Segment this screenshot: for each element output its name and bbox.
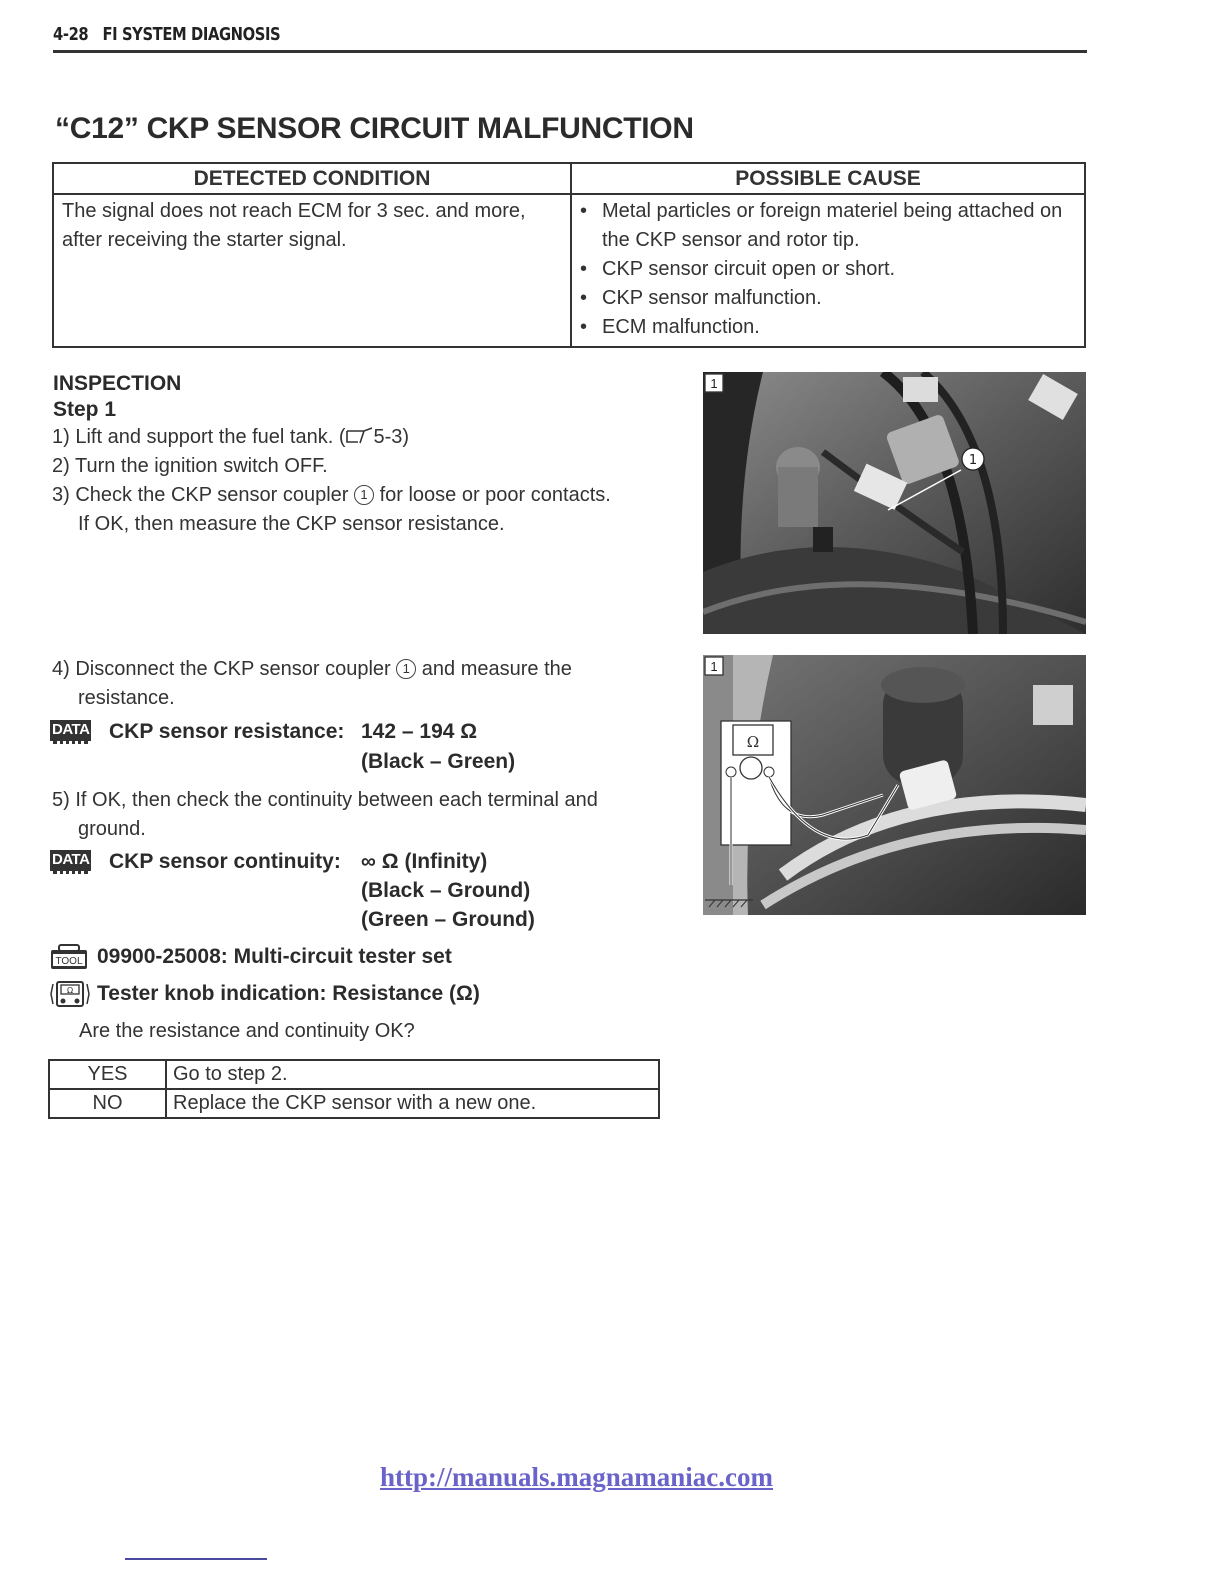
- tester-photo: [703, 655, 1086, 915]
- step-3-text: for loose or poor contacts.: [374, 484, 611, 506]
- step-4: [52, 655, 667, 713]
- step-list: [52, 423, 672, 539]
- spec-resistance-value: 142 – 194 Ω: [361, 720, 478, 743]
- answer-key: YES: [49, 1060, 166, 1089]
- answer-value: Go to step 2.: [166, 1060, 659, 1089]
- step-1-ref: 5-3): [373, 426, 410, 448]
- step-3-text: 3) Check the CKP sensor coupler: [52, 484, 355, 506]
- header-rule: [53, 50, 1087, 53]
- table-header-cause: POSSIBLE CAUSE: [571, 163, 1085, 194]
- cause-item: • CKP sensor malfunction.: [580, 284, 1076, 313]
- data-icon: DATA: [50, 720, 91, 744]
- data-badge: [50, 850, 91, 874]
- page-title: “C12” CKP SENSOR CIRCUIT MALFUNCTION: [55, 112, 694, 145]
- step-2: 2) Turn the ignition switch OFF.: [52, 455, 328, 477]
- spec-resistance-wires: (Black – Green): [361, 750, 516, 773]
- detected-condition-line: after receiving the starter signal.: [62, 229, 347, 251]
- step-3: [52, 481, 672, 510]
- tester-knob-line: Tester knob indication: Resistance (Ω): [97, 982, 480, 1005]
- table-row: [49, 1089, 659, 1118]
- possible-cause-cell: [571, 194, 1085, 347]
- footer-rule: [125, 1558, 267, 1560]
- tool-icon: [50, 944, 88, 970]
- tester-knob-icon: [50, 980, 90, 1008]
- step-4-continuation: resistance.: [78, 687, 175, 709]
- coupler-callout: 1: [396, 659, 416, 679]
- cause-item: • Metal particles or foreign materiel being attached on the CKP sensor and rotor tip.: [580, 197, 1076, 255]
- table-row: [49, 1060, 659, 1089]
- footer-link[interactable]: http://manuals.magnamaniac.com: [380, 1462, 774, 1492]
- step-5: [52, 786, 667, 844]
- data-icon: DATA: [50, 850, 91, 874]
- detected-condition-line: The signal does not reach ECM for 3 sec. and more,: [62, 200, 526, 222]
- condition-table: [52, 162, 1086, 348]
- manual-reference-icon: [346, 427, 374, 445]
- step-1-text: 1) Lift and support the fuel tank. (: [52, 426, 346, 448]
- table-header-detected: DETECTED CONDITION: [53, 163, 571, 194]
- cause-list: [580, 197, 1076, 342]
- coupler-photo: [703, 372, 1086, 634]
- page-header: 4-28 FI SYSTEM DIAGNOSIS: [53, 24, 281, 45]
- step-3-continuation: If OK, then measure the CKP sensor resistance.: [78, 513, 505, 535]
- step-5-text: 5) If OK, then check the continuity between each terminal and: [52, 789, 598, 811]
- inspection-heading: INSPECTION: [53, 372, 182, 395]
- question: Are the resistance and continuity OK?: [79, 1020, 415, 1042]
- step-4-text: 4) Disconnect the CKP sensor coupler: [52, 658, 397, 680]
- step-5-continuation: ground.: [78, 818, 146, 840]
- spec-continuity-wires: (Black – Ground): [361, 879, 531, 902]
- answer-table: [48, 1059, 660, 1119]
- answer-key: NO: [49, 1089, 166, 1118]
- step-4-text: and measure the: [416, 658, 572, 680]
- step-1: [52, 423, 672, 452]
- data-badge: [50, 720, 91, 744]
- coupler-callout: 1: [354, 485, 374, 505]
- svg-text:Ω: Ω: [66, 986, 74, 995]
- spec-continuity-label: CKP sensor continuity:: [109, 850, 341, 873]
- spec-continuity-wires: (Green – Ground): [361, 908, 535, 931]
- tool-line: 09900-25008: Multi-circuit tester set: [97, 945, 452, 968]
- cause-item: • ECM malfunction.: [580, 313, 1076, 342]
- tool-icon-label: TOOL: [55, 956, 83, 967]
- step-heading: Step 1: [53, 398, 117, 421]
- meter-symbol: Ω: [746, 733, 760, 751]
- answer-value: Replace the CKP sensor with a new one.: [166, 1089, 659, 1118]
- cause-item: • CKP sensor circuit open or short.: [580, 255, 1076, 284]
- photo-tag: 1: [710, 376, 718, 391]
- photo-tag: 1: [710, 659, 718, 674]
- spec-continuity-value: ∞ Ω (Infinity): [361, 850, 488, 873]
- detected-condition-cell: [53, 194, 571, 347]
- coupler-callout-label: 1: [968, 453, 978, 468]
- spec-resistance-label: CKP sensor resistance:: [109, 720, 345, 743]
